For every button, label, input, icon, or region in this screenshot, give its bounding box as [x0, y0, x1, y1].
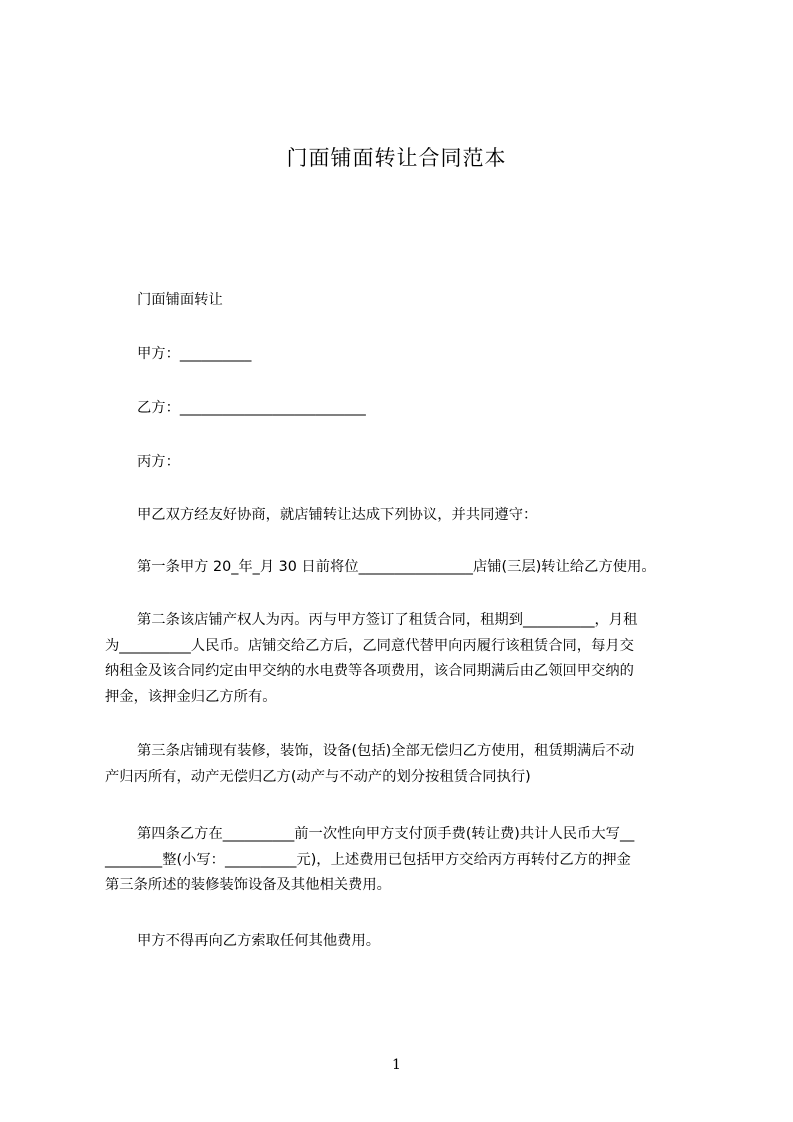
party-c-line: 丙方：: [137, 454, 180, 470]
party-a-line: 甲方：__________: [137, 346, 252, 362]
closing-paragraph: 甲方不得再向乙方索取任何其他费用。: [137, 933, 381, 949]
article-4-paragraph: [105, 822, 700, 899]
article-4-line: 第四条乙方在__________前一次性向甲方支付顶手费(转让费)共计人民币大写__: [137, 826, 635, 842]
party-b-line: 乙方：__________________________: [137, 400, 366, 416]
article-4-line: 第三条所述的装修装饰设备及其他相关费用。: [105, 877, 391, 893]
article-3-line: 第三条店铺现有装修，装饰，设备(包括)全部无偿归乙方使用，租赁期满后不动: [137, 743, 635, 759]
page-number: 1: [392, 1057, 401, 1073]
preamble-paragraph: 甲乙双方经友好协商，就店铺转让达成下列协议，并共同遵守：: [137, 507, 538, 523]
document-title: 门面铺面转让合同范本: [286, 146, 507, 170]
article-2-paragraph: [105, 608, 700, 710]
article-2-line: 为__________人民币。店铺交给乙方后，乙同意代替甲向丙履行该租赁合同，每月交: [105, 637, 634, 654]
article-2-line: 押金，该押金归乙方所有。: [105, 688, 277, 705]
document-subtitle: 门面铺面转让: [137, 292, 223, 308]
article-1-paragraph: 第一条甲方 20_年_月 30 日前将位________________店铺(三层)转让给乙方使用。: [137, 559, 656, 575]
article-2-line: 纳租金及该合同约定由甲交纳的水电费等各项费用，该合同期满后由乙领回甲交纳的: [105, 663, 634, 679]
article-3-paragraph: [105, 739, 700, 790]
article-4-line: ________整(小写：__________元)，上述费用已包括甲方交给丙方再转付乙方的押金: [105, 851, 631, 868]
article-2-line: 第二条该店铺产权人为丙。丙与甲方签订了租赁合同，租期到__________，月租: [137, 612, 638, 628]
article-3-line: 产归丙所有，动产无偿归乙方(动产与不动产的划分按租赁合同执行): [105, 768, 531, 785]
